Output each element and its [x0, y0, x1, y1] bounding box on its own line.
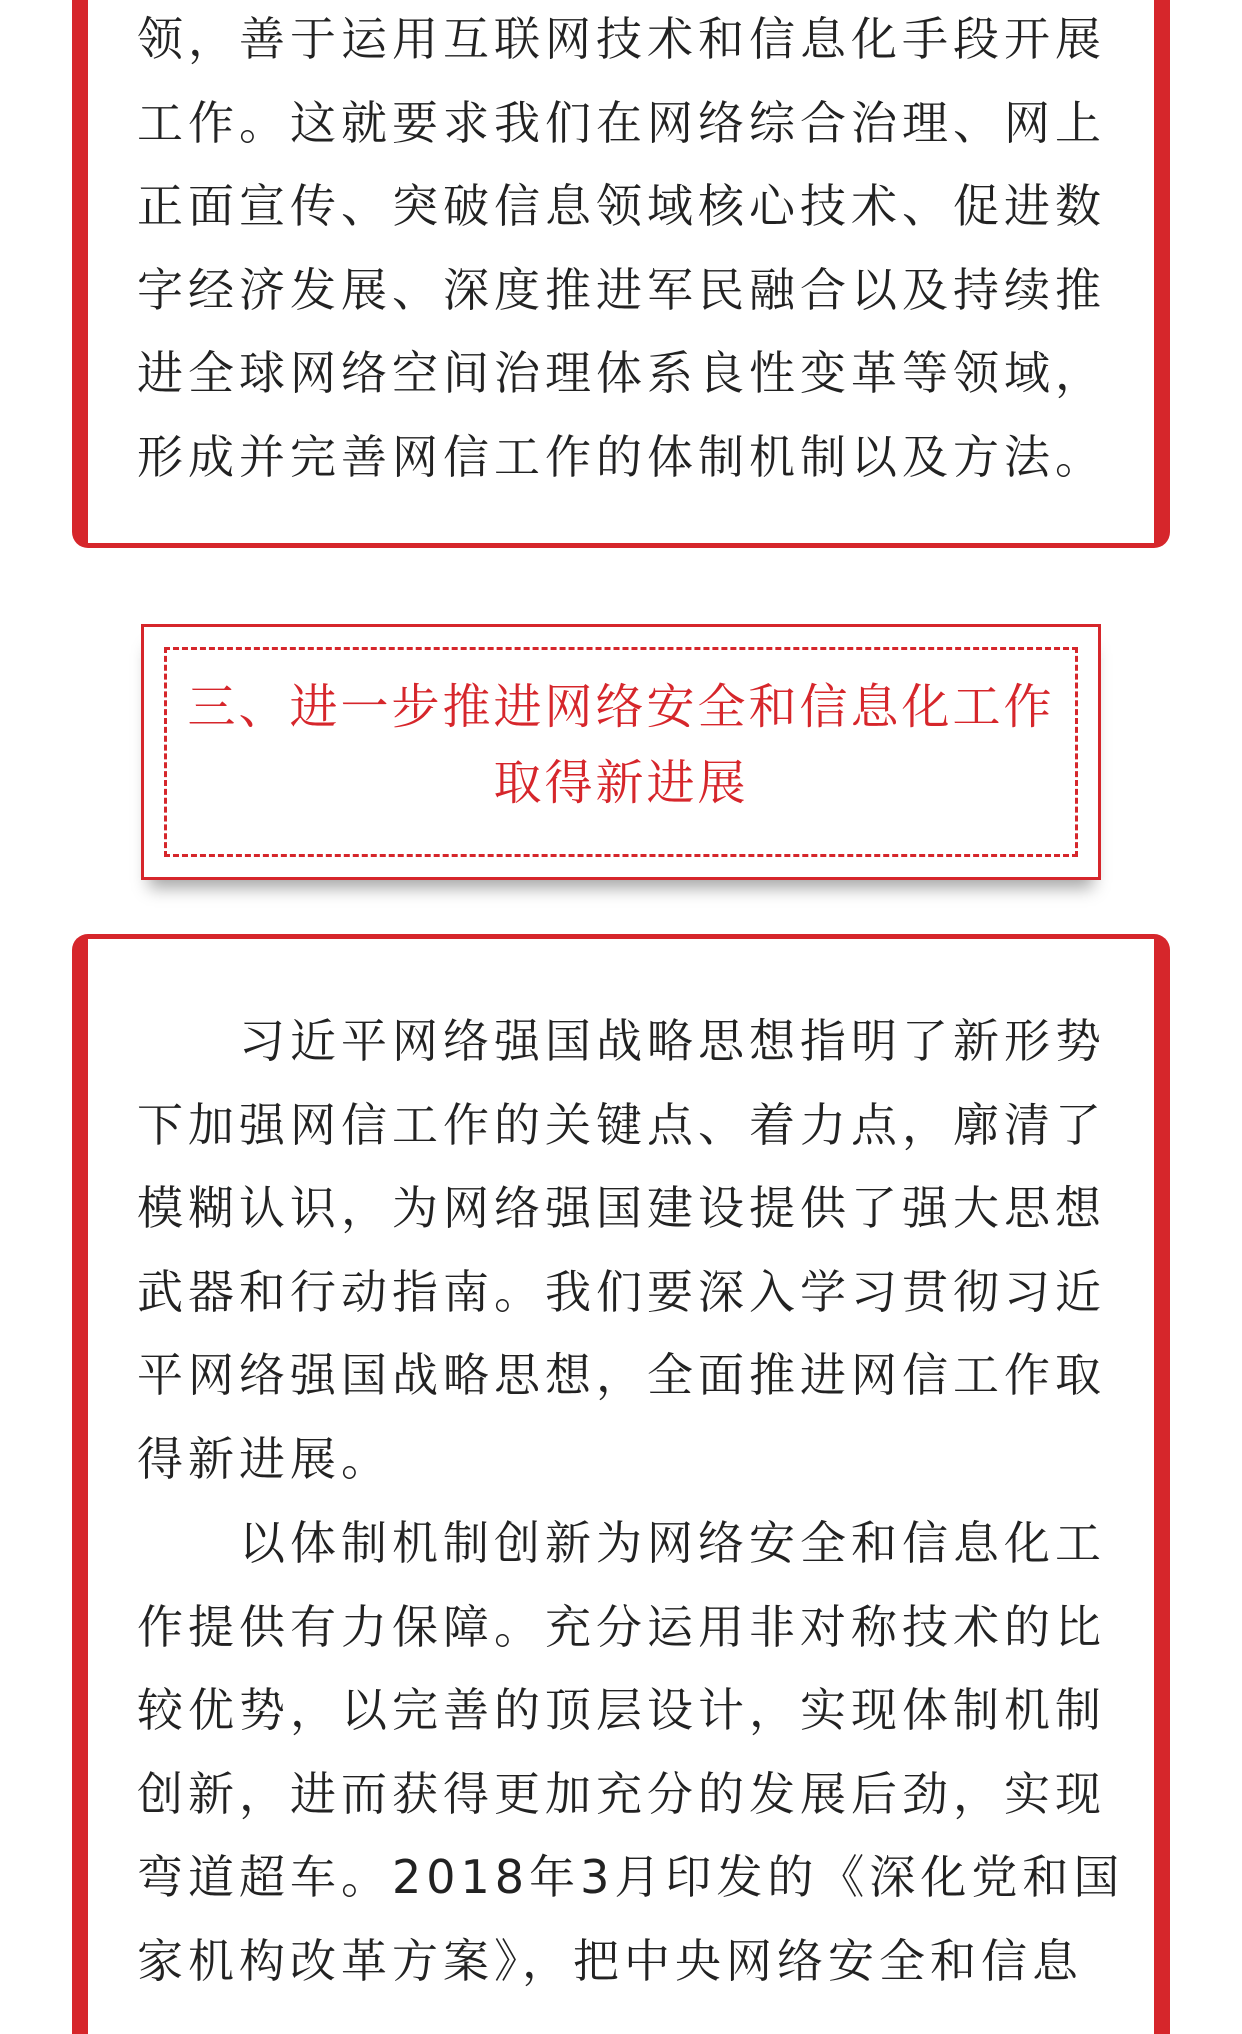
text-line: 得新进展。 — [137, 1431, 392, 1486]
text-line: 正面宣传、突破信息领域核心技术、促进数 — [137, 179, 1106, 233]
text-line: 家机构改革方案》，把中央网络安全和信息 — [137, 1933, 1083, 1988]
text-line: 创新，进而获得更加充分的发展后劲，实现 — [137, 1766, 1106, 1821]
section-title-line-1: 三、进一步推进网络安全和信息化工作 — [187, 679, 1055, 735]
text-line: 弯道超车。2018年3月印发的《深化党和国 — [137, 1850, 1125, 1904]
text-line: 形成并完善网信工作的体制机制以及方法。 — [137, 429, 1106, 484]
text-line: 以体制机制创新为网络安全和信息化工 — [239, 1516, 1106, 1570]
text-line: 进全球网络空间治理体系良性变革等领域， — [137, 346, 1106, 400]
text-line: 工作。这就要求我们在网络综合治理、网上 — [137, 95, 1106, 150]
section-heading-box — [141, 624, 1101, 880]
text-line: 武器和行动指南。我们要深入学习贯彻习近 — [137, 1264, 1106, 1319]
section-title-line-2: 取得新进展 — [493, 755, 749, 811]
top-paragraph — [137, 0, 1105, 499]
text-line: 字经济发展、深度推进军民融合以及持续推 — [137, 262, 1106, 317]
text-line: 平网络强国战略思想，全面推进网信工作取 — [137, 1348, 1106, 1402]
body-paragraph-2 — [137, 1502, 1125, 2003]
text-line: 较优势，以完善的顶层设计，实现体制机制 — [137, 1683, 1106, 1737]
text-line: 模糊认识，为网络强国建设提供了强大思想 — [137, 1181, 1106, 1235]
body-paragraph-1 — [137, 1000, 1105, 1501]
text-line: 习近平网络强国战略思想指明了新形势 — [239, 1014, 1106, 1068]
text-line: 作提供有力保障。充分运用非对称技术的比 — [137, 1599, 1106, 1654]
text-line: 领，善于运用互联网技术和信息化手段开展 — [137, 12, 1106, 66]
text-line: 下加强网信工作的关键点、着力点，廓清了 — [137, 1097, 1106, 1152]
